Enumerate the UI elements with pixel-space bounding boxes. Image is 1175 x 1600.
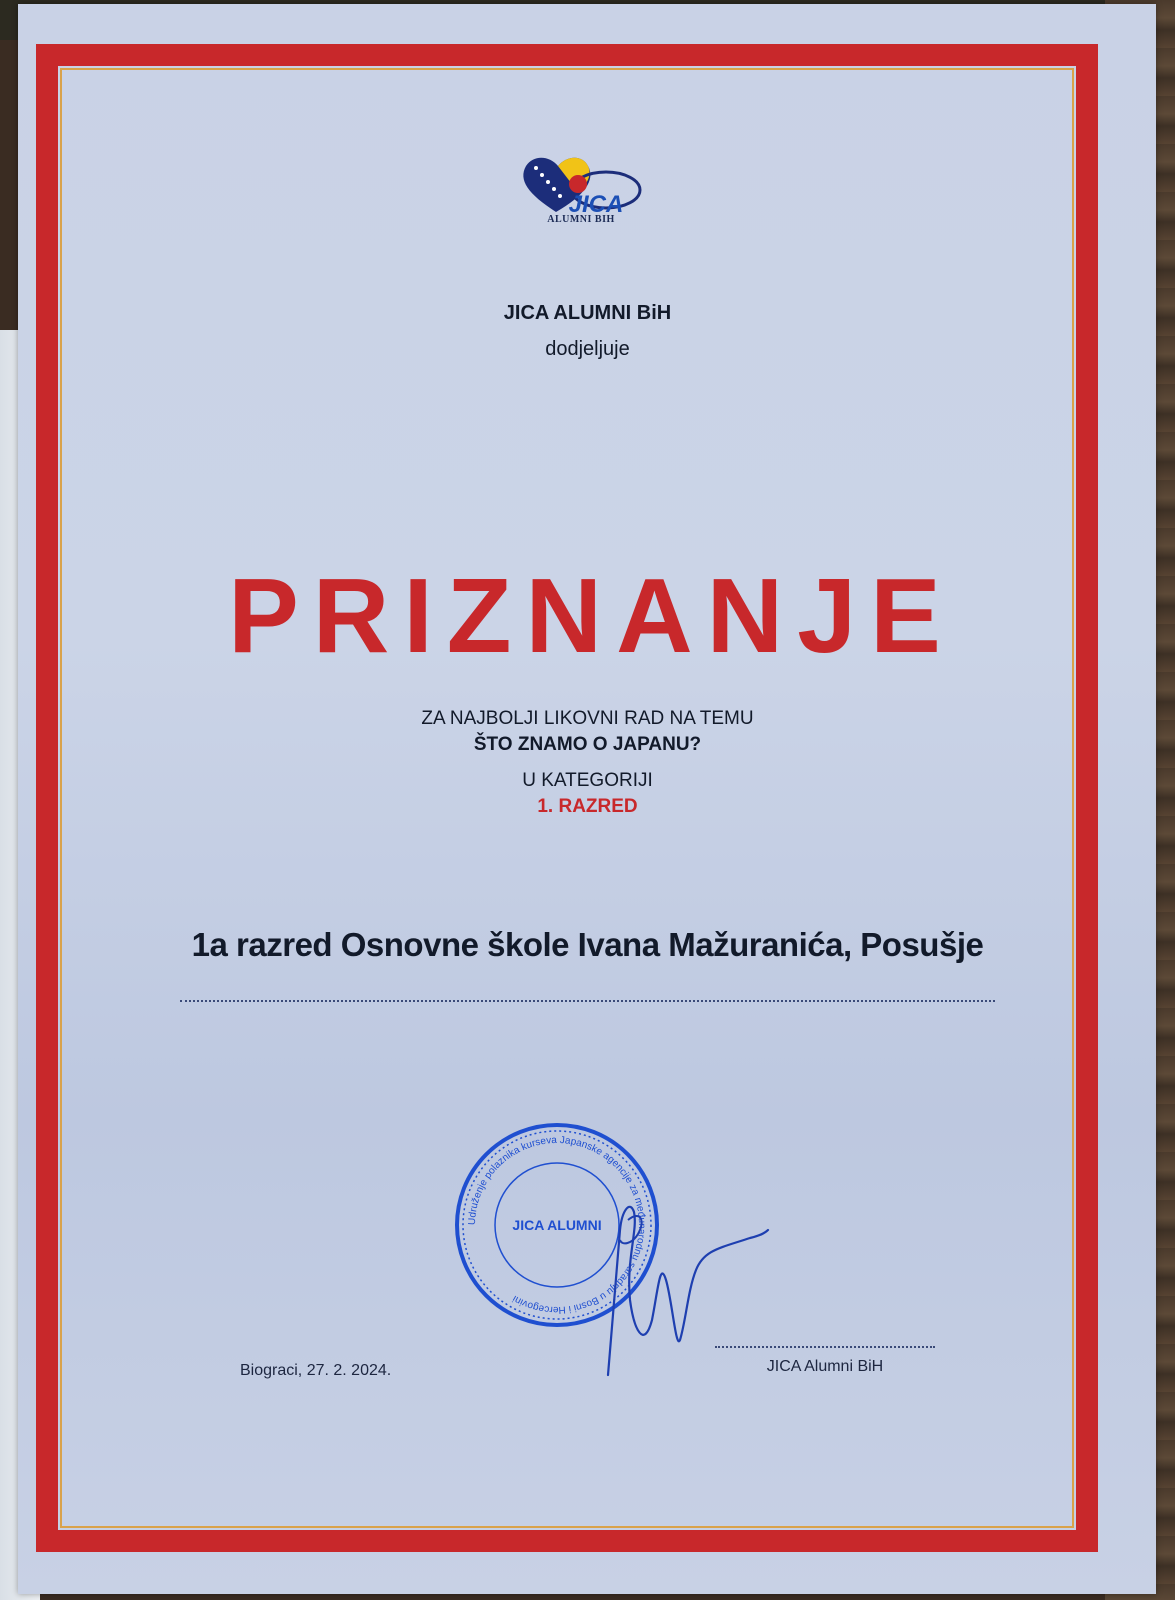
signature-line (715, 1346, 935, 1348)
awards-text: dodjeljuje (545, 338, 630, 360)
logo-subtitle: ALUMNI BIH (547, 214, 615, 225)
svg-text:JICA: JICA (568, 191, 624, 218)
svg-text:Udruženje polaznika kurseva Ja: Udruženje polaznika kurseva Japanske agencije za međunarodnu saradnju u Bosni i Hercegovini (466, 1134, 648, 1316)
recipient-underline (180, 1000, 995, 1002)
description-line-3: U KATEGORIJI (522, 770, 653, 791)
place-and-date: Biograci, 27. 2. 2024. (240, 1362, 392, 1379)
issuer-name: JICA ALUMNI BiH (503, 302, 672, 324)
description-line-2: ŠTO ZNAMO O JAPANU? (473, 734, 702, 755)
description-category: 1. RAZRED (537, 796, 638, 817)
svg-text:JICA ALUMNI: JICA ALUMNI (512, 1217, 602, 1233)
signatory-label: JICA Alumni BiH (766, 1358, 884, 1375)
description-line-1: ZA NAJBOLJI LIKOVNI RAD NA TEMU (421, 708, 754, 729)
certificate-title: PRIZNANJE (228, 557, 955, 675)
recipient-name: 1a razred Osnovne škole Ivana Mažuranića, Posušje (191, 926, 984, 963)
